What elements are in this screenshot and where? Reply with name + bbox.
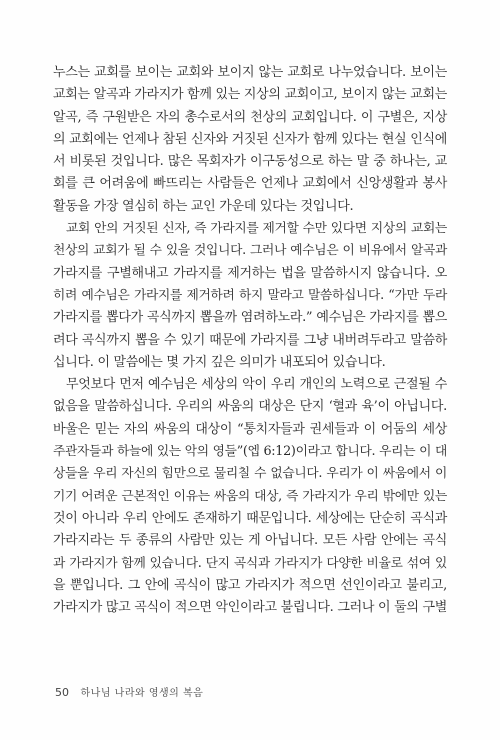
paragraph-3 — [53, 374, 447, 619]
text-line: 바울은 믿는 자의 싸움의 대상이 “통치자들과 권세들과 이 어둠의 세상 — [53, 421, 447, 437]
text-line: 서 비롯된 것입니다. 많은 목회자가 이구동성으로 하는 말 중 하나는, 교 — [53, 154, 447, 170]
text-line: 활동을 가장 열심히 하는 교인 가운데 있다는 것입니다. — [53, 198, 354, 214]
body-text — [53, 62, 447, 619]
text-line: 무엇보다 먼저 예수님은 세상의 악이 우리 개인의 노력으로 근절될 수 — [66, 377, 447, 393]
text-line: 십니다. 이 말씀에는 몇 가지 깊은 의미가 내포되어 있습니다. — [53, 354, 386, 370]
paragraph-1 — [53, 62, 447, 218]
text-line: 의 교회에는 언제나 참된 신자와 거짓된 신자가 함께 있다는 현실 인식에 — [53, 131, 447, 147]
text-line: 교회 안의 거짓된 신자, 즉 가라지를 제거할 수만 있다면 지상의 교회는 — [66, 221, 447, 237]
text-line: 교회는 알곡과 가라지가 함께 있는 지상의 교회이고, 보이지 않는 교회는 — [53, 87, 447, 103]
text-line: 기기 어려운 근본적인 이유는 싸움의 대상, 즉 가라지가 우리 밖에만 있는 — [53, 488, 447, 504]
text-line: 려다 곡식까지 뽑을 수 있기 때문에 가라지를 그냥 내버려두라고 말씀하 — [53, 332, 447, 348]
text-line: 없음을 말씀하십니다. 우리의 싸움의 대상은 단지 ‘혈과 육’이 아닙니다. — [53, 399, 447, 415]
text-line: 과 가라지가 함께 있습니다. 단지 곡식과 가라지가 다양한 비율로 섞여 있 — [53, 555, 447, 571]
running-title: 하나님 나라와 영생의 복음 — [80, 688, 204, 699]
text-line: 천상의 교회가 될 수 있을 것입니다. 그러나 예수님은 이 비유에서 알곡과 — [53, 243, 447, 259]
text-line: 가라지라는 두 종류의 사람만 있는 게 아닙니다. 모든 사람 안에는 곡식 — [53, 533, 447, 549]
text-line: 가라지를 구별해내고 가라지를 제거하는 법을 말씀하시지 않습니다. 오 — [53, 265, 447, 281]
page-number: 50 — [55, 686, 69, 699]
text-line: 것이 아니라 우리 안에도 존재하기 때문입니다. 세상에는 단순히 곡식과 — [53, 510, 447, 526]
text-line: 을 뿐입니다. 그 안에 곡식이 많고 가라지가 적으면 선인이라고 불리고, — [53, 577, 447, 593]
text-line: 알곡, 즉 구원받은 자의 총수로서의 천상의 교회입니다. 이 구별은, 지상 — [53, 109, 447, 125]
page-footer — [55, 684, 203, 699]
text-line: 상들을 우리 자신의 힘만으로 물리칠 수 없습니다. 우리가 이 싸움에서 이 — [53, 466, 447, 482]
text-line: 누스는 교회를 보이는 교회와 보이지 않는 교회로 나누었습니다. 보이는 — [53, 65, 447, 80]
text-line: 회를 큰 어려움에 빠뜨리는 사람들은 언제나 교회에서 신앙생활과 봉사 — [53, 176, 447, 192]
paragraph-2 — [53, 218, 447, 374]
text-line: 가라지가 많고 곡식이 적으면 악인이라고 불립니다. 그러나 이 둘의 구별 — [53, 600, 447, 616]
text-line: 히려 예수님은 가라지를 제거하려 하지 말라고 말씀하십니다. “가만 두라 — [53, 287, 447, 303]
text-line: 가라지를 뽑다가 곡식까지 뽑을까 염려하노라.” 예수님은 가라지를 뽑으 — [53, 310, 447, 326]
text-line: 주관자들과 하늘에 있는 악의 영들”(엡 6:12)이라고 합니다. 우리는 이 대 — [53, 444, 447, 460]
